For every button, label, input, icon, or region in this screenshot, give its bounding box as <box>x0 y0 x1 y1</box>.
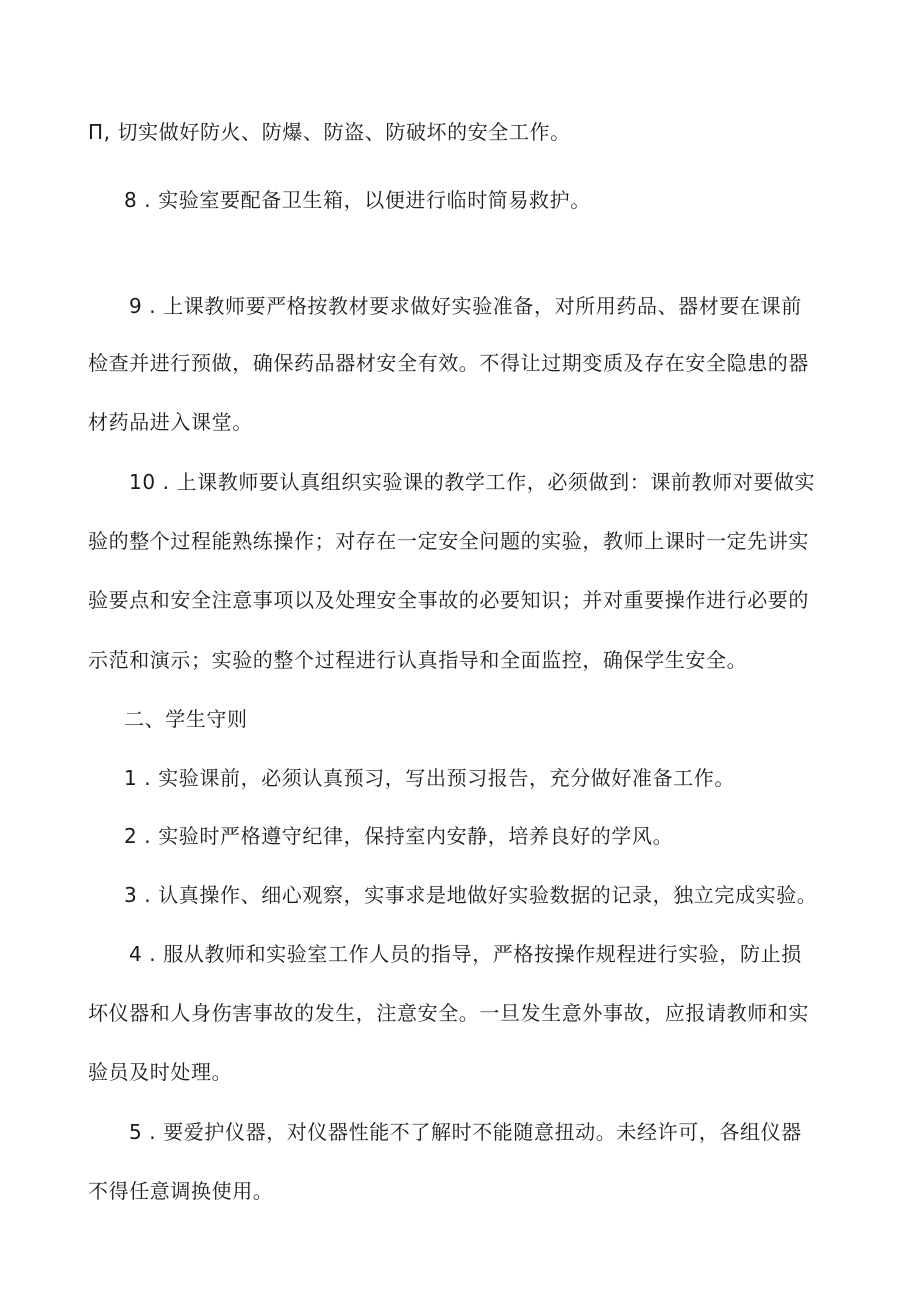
text-line: 8 . 实验室要配备卫生箱，以便进行临时简易救护。 <box>124 188 591 212</box>
text-line: 材药品进入课堂。 <box>88 410 253 434</box>
text-line: 坏仪器和人身伤害事故的发生，注意安全。一旦发生意外事故，应报请教师和实 <box>88 1001 809 1025</box>
text-line: 1 . 实验课前，必须认真预习，写出预习报告，充分做好准备工作。 <box>124 766 735 790</box>
text-line: 5 . 要爱护仪器，对仪器性能不了解时不能随意扭动。未经许可，各组仪器 <box>129 1120 802 1144</box>
text-line: 验的整个过程能熟练操作；对存在一定安全问题的实验，教师上课时一定先讲实 <box>88 529 809 553</box>
text-line: 9 . 上课教师要严格按教材要求做好实验准备，对所用药品、器材要在课前 <box>129 294 802 318</box>
section-heading: 二、学生守则 <box>124 707 248 731</box>
text-line: 不得任意调换使用。 <box>88 1179 274 1203</box>
text-line: 验要点和安全注意事项以及处理安全事故的必要知识；并对重要操作进行必要的 <box>88 588 809 612</box>
text-line: 2 . 实验时严格遵守纪律，保持室内安静，培养良好的学风。 <box>124 824 674 848</box>
text-line: 示范和演示；实验的整个过程进行认真指导和全面监控，确保学生安全。 <box>88 648 748 672</box>
text-line: 3 . 认真操作、细心观察，实事求是地做好实验数据的记录，独立完成实验。 <box>124 883 818 907</box>
text-line: 检查并进行预做，确保药品器材安全有效。不得让过期变质及存在安全隐患的器 <box>88 351 809 375</box>
text-line: 4 . 服从教师和实验室工作人员的指导，严格按操作规程进行实验，防止损 <box>129 942 802 966</box>
text-line: 10 . 上课教师要认真组织实验课的教学工作，必须做到：课前教师对要做实 <box>129 470 816 494</box>
text-line: 验员及时处理。 <box>88 1060 233 1084</box>
text-line: Π, 切实做好防火、防爆、防盗、防破坏的安全工作。 <box>88 120 571 144</box>
